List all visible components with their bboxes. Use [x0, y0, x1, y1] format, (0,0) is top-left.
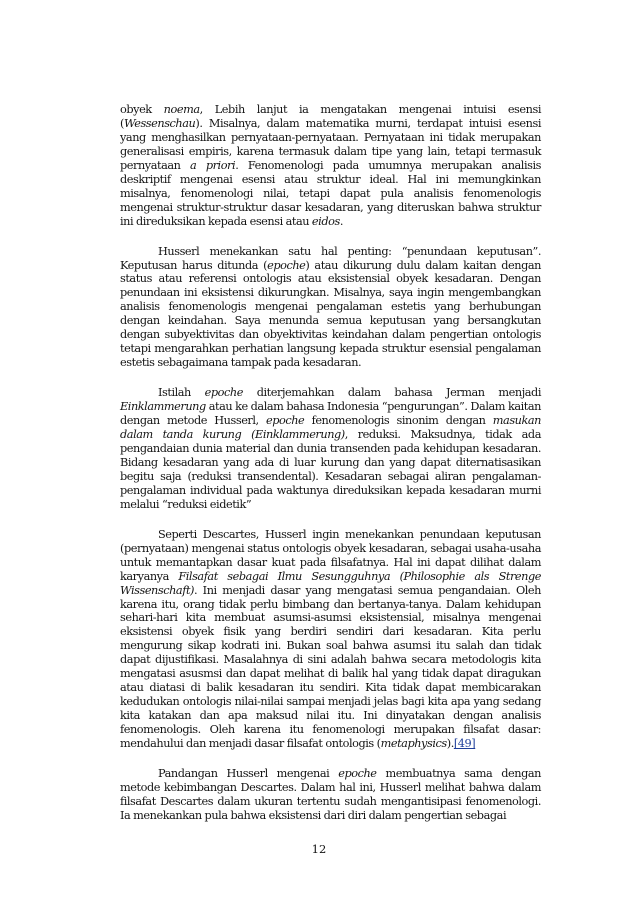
text-run: ). Misalnya, dalam matematika murni, terdapat intuisi esensi yang menghasilkan pernyataan-pernyataan. Pernyataan ini tidak merupakan generalisasi empiris, karena termasuk dalam tipe yang lain, tetapi termasuk pernyataan: [120, 116, 541, 172]
text-run: ) atau dikurung dulu dalam kaitan dengan status atau referensi ontologis atau eksistensial obyek kesadaran. Dengan penundaan ini eksistensi dikurungkan. Misalnya, saya ingin mengembangkan analisis fenomenologis mengenai pengalaman estetis yang berhubungan dengan keindahan. Saya menunda semua keputusan yang bersangkutan dengan subyektivitas dan obyektivitas keindahan dalam pengertian ontologis tetapi mengarahkan perhatian langsung kepada struktur esensial pengalaman estetis sebagaimana tampak pada kesadaran.: [120, 258, 541, 370]
text-run: . Ini menjadi dasar yang mengatasi semua pengandaian. Oleh karena itu, orang tidak perlu bimbang dan bertanya-tanya. Dalam kehidupan sehari-hari kita membuat asumsi-asumsi eksistensial, misalnya mengenai eksistensi obyek fisik yang berdiri sendiri dari kesadaran. Kita perlu mengurung sikap kodrati ini. Bukan soal bahwa asumsi itu salah dan tidak dapat dijustifikasi. Masalahnya di sini adalah bahwa secara metodologis kita mengatasi asusmsi dan dapat melihat di balik hal yang tidak dapat diragukan atau diatasi di balik kesadaran itu sendiri. Kita tidak dapat membicarakan kedudukan ontologis nilai-nilai sampai menjadi jelas bagi kita apa yang sedang kita katakan dan apa maksud nilai itu. Ini dinyatakan dengan analisis fenomenologis. Oleh karena itu fenomenologi merupakan filsafat dasar: mendahului dan menjadi dasar filsafat ontologis (: [120, 583, 541, 751]
paragraph: [120, 767, 541, 823]
text-run: , Lebih lanjut ia mengatakan mengenai intuisi esensi (: [120, 103, 541, 130]
text-run: obyek: [120, 103, 164, 116]
italic-term: epoche: [267, 258, 306, 272]
italic-term: Wessenschau: [123, 116, 196, 130]
italic-term: epoche: [265, 414, 305, 428]
text-run: . Fenomenologi pada umumnya merupakan analisis deskriptif mengenai esensi atau struktur ideal. Hal ini memungkinkan misalnya, fenomenologi nilai, tetapi dapat pula analisis fenomenologis mengenai struktur-struktur dasar kesadaran, yang diteruskan bahwa struktur ini direduksikan kepada esensi atau: [120, 158, 541, 228]
text-run: Istilah: [158, 386, 205, 400]
italic-term: eidos: [311, 214, 340, 228]
paragraph: [120, 245, 541, 371]
text-run: , reduksi. Maksudnya, tidak ada pengandaian dunia material dan dunia transenden pada kehidupan kesadaran. Bidang kesadaran yang ada di luar kurung dan yang dapat diternatisasikan begitu saja (reduksi transendental). Kesadaran sebagai aliran pengalaman-pengalaman individual pada waktunya direduksikan kepada kesadaran murni melalui “reduksi eidetik”: [120, 428, 541, 511]
italic-term: Einklammerung: [120, 400, 206, 414]
text-run: membuatnya sama dengan metode kebimbangan Descartes. Dalam hal ini, Husserl melihat bahwa dalam filsafat Descartes dalam ukuran tertentu sudah mengantisipasi fenomenologi. Ia menekankan pula bahwa eksistensi dari diri dalam pengertian sebagai: [120, 766, 541, 822]
text-run: Seperti Descartes, Husserl ingin menekankan penundaan keputusan (pernyataan) mengenai status ontologis obyek kesadaran, sebagai usaha-usaha untuk memantapkan dasar kuat pada filsafatnya. Hal ini dapat dilihat dalam karyanya: [120, 527, 541, 583]
text-run: Husserl menekankan satu hal penting: “penundaan keputusan”. Keputusan harus ditunda (: [120, 244, 541, 272]
paragraph: [120, 528, 541, 751]
italic-term: noema: [163, 103, 200, 116]
italic-term: metaphysics: [380, 737, 447, 751]
text-run: fenomenologis sinonim dengan: [304, 414, 493, 428]
italic-term: epoche: [204, 386, 243, 400]
italic-term: masukan dalam tanda kurung (Einklammerung): [120, 414, 541, 442]
text-run: .: [339, 214, 343, 228]
italic-term: a priori: [190, 158, 236, 172]
italic-term: Filsafat sebagai Ilmu Sesungguhnya (Philosophie als Strenge Wissenschaft): [120, 569, 541, 597]
paragraph: [120, 386, 541, 512]
paragraph: [120, 103, 541, 229]
text-run: diterjemahkan dalam bahasa Jerman menjadi: [242, 386, 541, 400]
text-run: ).: [446, 737, 454, 751]
page-number: 12: [311, 842, 327, 856]
body-text: [120, 103, 541, 823]
italic-term: epoche: [338, 766, 377, 780]
footnote-link[interactable]: [49]: [453, 737, 476, 751]
text-run: atau ke dalam bahasa Indonesia “pengurungan”. Dalam kaitan dengan metode Husserl,: [120, 400, 541, 428]
text-run: Pandangan Husserl mengenai: [158, 766, 339, 780]
